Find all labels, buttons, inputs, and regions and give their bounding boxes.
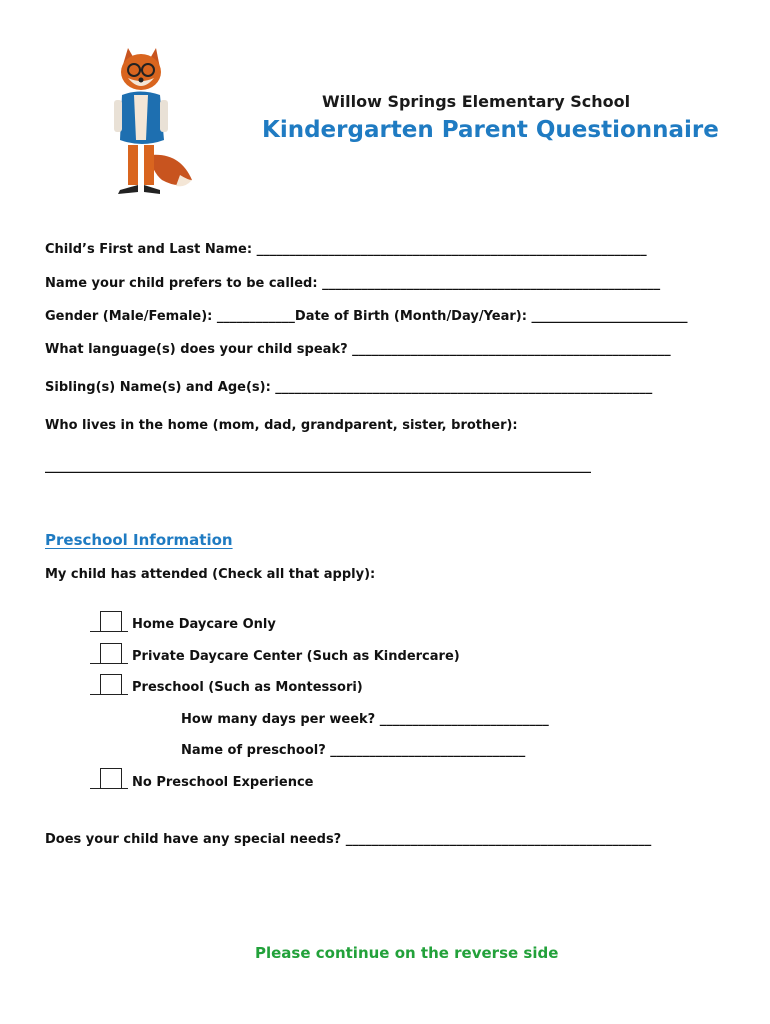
siblings-field[interactable]: Sibling(s) Name(s) and Age(s): __________________________________________________________: [45, 380, 653, 395]
school-name: Willow Springs Elementary School: [322, 92, 631, 111]
checkbox-underline: [90, 631, 128, 632]
fox-mascot-icon: [100, 40, 200, 200]
page-title: Kindergarten Parent Questionnaire: [262, 117, 719, 143]
preschool-prompt: My child has attended (Check all that apply):: [45, 567, 376, 582]
languages-field[interactable]: What language(s) does your child speak? _________________________________________________: [45, 342, 671, 357]
option-home-daycare: Home Daycare Only: [132, 617, 276, 632]
checkbox-underline: [90, 694, 128, 695]
option-private-daycare: Private Daycare Center (Such as Kindercare): [132, 649, 460, 664]
special-needs-field[interactable]: Does your child have any special needs? _______________________________________________: [45, 832, 652, 847]
no-preschool-checkbox[interactable]: [100, 768, 122, 788]
household-line[interactable]: ____________________________________________________________________________________: [45, 459, 591, 474]
option-preschool: Preschool (Such as Montessori): [132, 680, 363, 695]
gender-dob-field[interactable]: Gender (Male/Female): ____________Date of Birth (Month/Day/Year): ________________________: [45, 309, 688, 324]
household-label: Who lives in the home (mom, dad, grandparent, sister, brother):: [45, 418, 518, 433]
private-daycare-checkbox[interactable]: [100, 643, 122, 663]
days-per-week-field[interactable]: How many days per week? __________________________: [181, 712, 549, 727]
child-name-field[interactable]: Child’s First and Last Name: ____________________________________________________________: [45, 242, 647, 257]
preferred-name-field[interactable]: Name your child prefers to be called: ____________________________________________________: [45, 276, 661, 291]
checkbox-underline: [90, 788, 128, 789]
preschool-heading: Preschool Information: [45, 531, 233, 549]
preschool-checkbox[interactable]: [100, 674, 122, 694]
reverse-side-note: Please continue on the reverse side: [255, 944, 559, 962]
checkbox-underline: [90, 663, 128, 664]
home-daycare-checkbox[interactable]: [100, 611, 122, 631]
option-no-preschool: No Preschool Experience: [132, 775, 314, 790]
preschool-name-field[interactable]: Name of preschool? ______________________________: [181, 743, 526, 758]
